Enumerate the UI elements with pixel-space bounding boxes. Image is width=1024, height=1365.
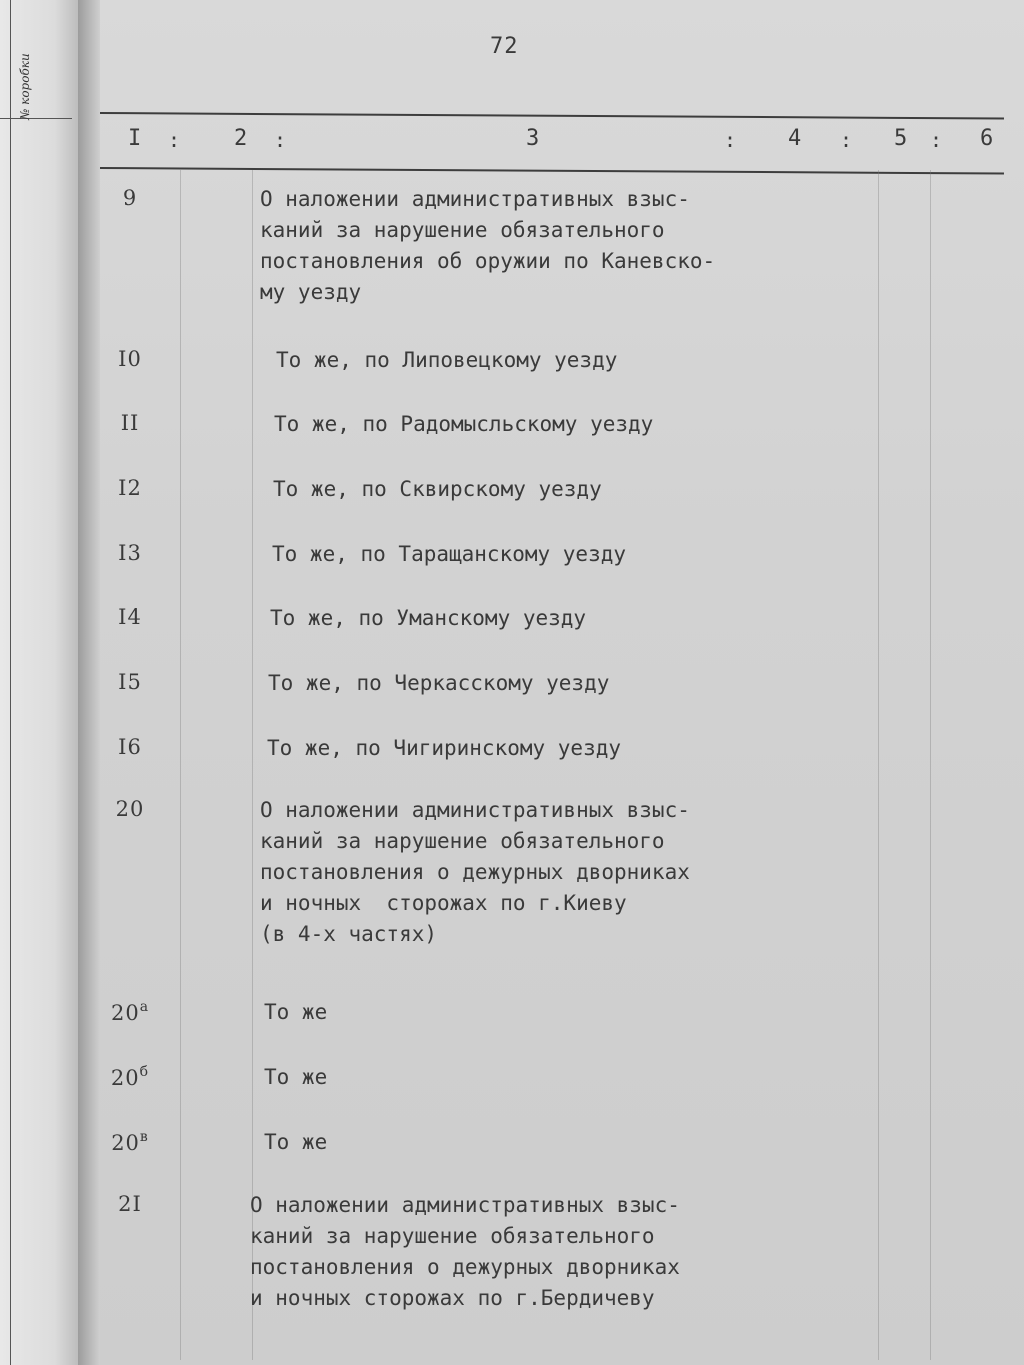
- description-line: То же, по Чигиринскому уезду: [267, 736, 622, 760]
- description-line: постановления о дежурных дворниках: [260, 860, 690, 884]
- header-col-5: 5: [894, 126, 908, 151]
- description-line: му уезду: [260, 280, 362, 304]
- header-col-2: 2: [234, 126, 248, 151]
- item-number: [100, 670, 160, 694]
- header-separator: :: [168, 128, 181, 152]
- binder-rule-horizontal: [0, 118, 72, 119]
- description-line: То же, по Черкасскому уезду: [268, 671, 610, 695]
- description-line: каний за нарушение обязательного: [250, 1224, 655, 1248]
- header-col-3: 3: [526, 126, 540, 151]
- binder-margin: [0, 0, 79, 1365]
- header-separator: :: [274, 128, 287, 152]
- description-line: О наложении административных взыс-: [260, 187, 690, 211]
- item-number: [100, 605, 160, 629]
- item-number-text: 20: [115, 797, 145, 821]
- item-description: [264, 1062, 327, 1093]
- item-description: [276, 345, 617, 376]
- item-number-text: 20: [110, 1066, 140, 1090]
- item-description: [273, 474, 602, 505]
- description-line: То же, по Липовецкому уезду: [276, 348, 618, 372]
- document-page: [100, 0, 1024, 1365]
- description-line: и ночных сторожах по г.Бердичеву: [250, 1286, 655, 1310]
- item-number-text: 2I: [118, 1192, 142, 1216]
- binder-rule-vertical: [10, 0, 11, 1365]
- item-number-text: I2: [118, 476, 142, 500]
- column-divider: [930, 170, 931, 1360]
- description-line: То же: [264, 1000, 328, 1024]
- description-line: О наложении административных взыс-: [250, 1193, 680, 1217]
- item-number: [100, 347, 160, 371]
- header-separator: :: [840, 128, 853, 152]
- item-description: [260, 795, 690, 950]
- column-divider: [878, 170, 879, 1360]
- item-number: [100, 797, 160, 821]
- item-number: [100, 186, 160, 210]
- item-description: [272, 539, 626, 570]
- item-description: [264, 1127, 327, 1158]
- item-number-suffix: в: [139, 1129, 149, 1145]
- item-number: [100, 1129, 160, 1155]
- item-description: [270, 603, 586, 634]
- description-line: То же, по Уманскому уезду: [270, 606, 587, 630]
- description-line: То же, по Сквирскому уезду: [273, 477, 602, 501]
- item-description: [250, 1190, 680, 1314]
- table-header: [100, 118, 1004, 164]
- description-line: То же: [264, 1130, 328, 1154]
- header-col-4: 4: [788, 126, 802, 151]
- item-number: [100, 1192, 160, 1216]
- header-separator: :: [724, 128, 737, 152]
- item-number: [100, 541, 160, 565]
- item-number-text: I3: [118, 541, 142, 565]
- item-number-suffix: б: [139, 1064, 150, 1080]
- header-separator: :: [930, 128, 943, 152]
- header-col-6: 6: [980, 126, 994, 151]
- description-line: То же, по Таращанскому уезду: [272, 542, 627, 566]
- description-line: (в 4-х частях): [260, 922, 438, 946]
- item-number-text: I5: [118, 670, 142, 694]
- description-line: постановления о дежурных дворниках: [250, 1255, 680, 1279]
- item-description: [268, 668, 609, 699]
- column-divider: [180, 170, 181, 1360]
- item-description: [260, 184, 715, 308]
- description-line: То же: [264, 1065, 328, 1089]
- item-number: [100, 735, 160, 759]
- description-line: каний за нарушение обязательного: [260, 829, 665, 853]
- description-line: О наложении административных взыс-: [260, 798, 690, 822]
- item-description: [274, 409, 653, 440]
- item-number-text: I6: [118, 735, 142, 759]
- box-number-label: № коробки: [18, 53, 32, 120]
- item-number: [100, 476, 160, 500]
- page-gutter: [78, 0, 100, 1365]
- item-number: [100, 411, 160, 435]
- column-divider: [252, 170, 253, 1360]
- item-description: [264, 997, 327, 1028]
- item-number-text: 20: [110, 1001, 140, 1025]
- description-line: и ночных сторожах по г.Киеву: [260, 891, 627, 915]
- item-number-text: I0: [118, 347, 142, 371]
- item-number-suffix: а: [139, 999, 150, 1015]
- item-number-text: 20: [111, 1131, 140, 1155]
- item-description: [267, 733, 621, 764]
- header-col-1: I: [128, 126, 142, 151]
- item-number-text: 9: [122, 186, 138, 210]
- page-number: 72: [490, 34, 519, 59]
- description-line: постановления об оружии по Каневско-: [260, 249, 716, 273]
- item-number-text: I4: [118, 605, 142, 629]
- item-number: [100, 999, 160, 1025]
- table-header-bottom-rule: [100, 167, 1004, 175]
- item-number: [100, 1064, 160, 1090]
- description-line: То же, по Радомысльскому уезду: [274, 412, 654, 436]
- description-line: каний за нарушение обязательного: [260, 218, 665, 242]
- item-number-text: II: [120, 411, 140, 435]
